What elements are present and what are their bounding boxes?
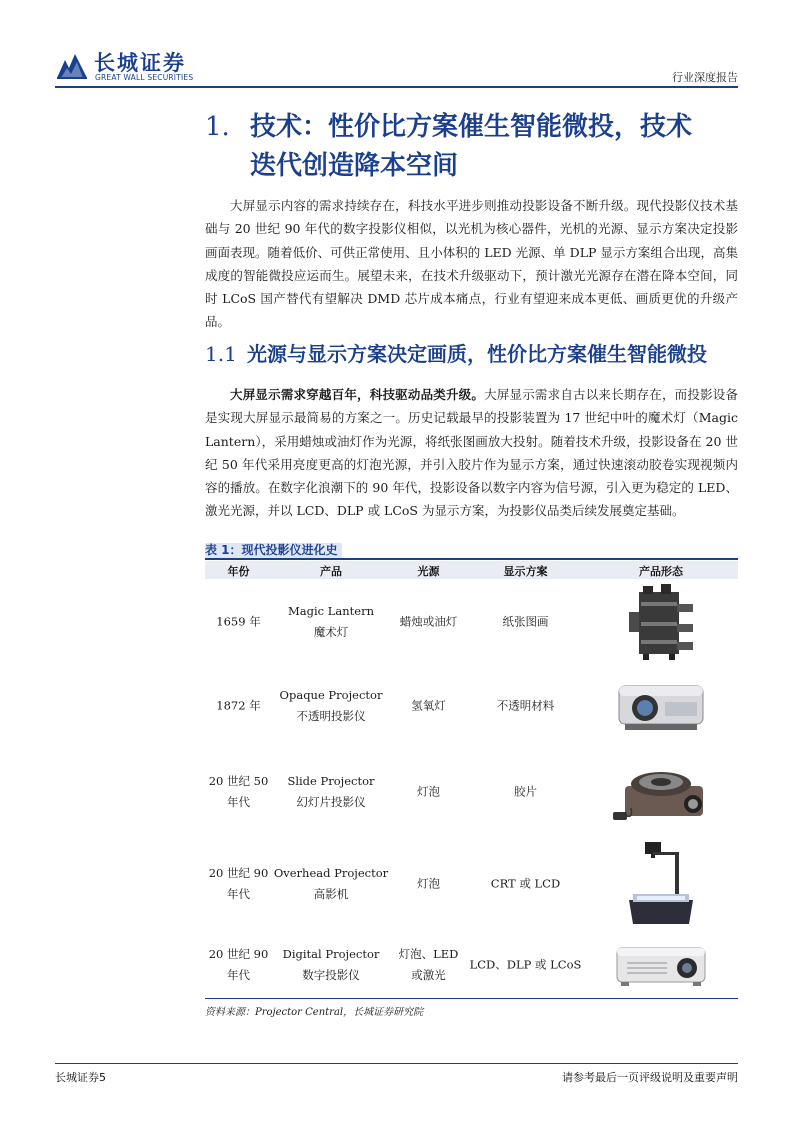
table-row xyxy=(205,932,738,998)
cell-light: 氢氧灯 xyxy=(411,698,446,713)
table-title: 表 1：现代投影仪进化史 xyxy=(205,541,738,560)
table-header-row xyxy=(205,561,738,579)
section-heading xyxy=(205,108,745,186)
subsection-title: 光源与显示方案决定画质，性价比方案催生智能微投 xyxy=(247,342,707,366)
cell-light: 灯泡、LED xyxy=(398,947,459,961)
footer-page-label: 长城证券5 xyxy=(55,1071,106,1084)
logo-subtext: GREAT WALL SECURITIES xyxy=(95,73,194,82)
cell-year: 20 世纪 90 xyxy=(208,866,269,880)
cell-product-cn: 高影机 xyxy=(313,887,349,901)
cell-product-en: Digital Projector xyxy=(282,947,380,961)
header-year: 年份 xyxy=(227,565,250,578)
header-divider xyxy=(55,86,738,88)
cell-year: 1872 年 xyxy=(216,698,261,713)
slide-projector-image xyxy=(611,756,711,828)
cell-product-en: Slide Projector xyxy=(287,774,375,788)
magic-lantern-image xyxy=(625,582,697,662)
table-bottom-rule xyxy=(205,998,738,999)
subsection-number: 1.1 xyxy=(205,342,237,366)
table-source: 资料来源：Projector Central，长城证券研究院 xyxy=(205,1007,424,1018)
cell-display: 纸张图画 xyxy=(502,614,549,629)
cell-display: 不透明材料 xyxy=(496,698,555,713)
cell-year: 20 世纪 90 xyxy=(208,947,269,961)
table-row xyxy=(205,580,738,664)
cell-light: 灯泡 xyxy=(417,784,440,799)
header-light-source: 光源 xyxy=(417,565,440,578)
section-title-line2: 迭代创造降本空间 xyxy=(250,151,459,181)
section-title-line1: 技术：性价比方案催生智能微投，技术 xyxy=(250,112,693,142)
opaque-projector-image xyxy=(615,678,707,734)
cell-product-cn: 魔术灯 xyxy=(313,625,349,639)
cell-year: 1659 年 xyxy=(216,614,261,629)
logo-text: 长城证券 xyxy=(94,51,186,75)
section-number: 1. xyxy=(205,112,230,142)
header-display: 显示方案 xyxy=(503,565,548,578)
cell-product-cn: 幻灯片投影仪 xyxy=(296,795,366,809)
table-row xyxy=(205,836,738,932)
cell-product-en: Opaque Projector xyxy=(279,688,383,702)
footer-disclaimer: 请参考最后一页评级说明及重要声明 xyxy=(562,1071,738,1084)
cell-year-line2: 年代 xyxy=(227,795,250,809)
table-row xyxy=(205,664,738,748)
cell-product-en: Overhead Projector xyxy=(273,866,389,880)
cell-display: CRT 或 LCD xyxy=(490,876,561,891)
subsection-heading xyxy=(205,338,707,367)
cell-product-en: Magic Lantern xyxy=(288,604,374,618)
footer-divider xyxy=(55,1063,738,1064)
cell-product-cn: 不透明投影仪 xyxy=(296,709,366,723)
overhead-projector-image xyxy=(623,838,699,930)
intro-paragraph: 大屏显示内容的需求持续存在，科技水平进步则推动投影设备不断升级。现代投影仪技术基础与 20 世纪 90 年代的数字投影仪相似，以光机为核心器件，光机的光源、显示方案决定投影画面表现。随着低价、可供正常使用、且小体积的 LED 光源、单 DLP 显示方案组合出现，高集成度的智能微投应运而生。展望未来，在技术升级驱动下，预计激光光源存在潜在降本空间，同时 LCoS 国产替代有望解决 DMD 芯片成本痛点，行业有望迎来成本更低、画质更优的升级产品。 xyxy=(205,198,738,330)
paragraph-text: 大屏显示需求自古以来长期存在，而投影设备是实现大屏显示最简易的方案之一。历史记载最早的投影装置为 17 世纪中叶的魔术灯（Magic Lantern），采用蜡烛或油灯作为光源，将纸张图画放大投射。随着技术升级，投影设备在 20 世纪 50 年代采用亮度更高的灯泡光源，并引入胶片作为显示方案，通过快速滚动胶卷实现视频内容的播放。在数字化浪潮下的 90 年代，投影设备以数字内容为信号源，引入更为稳定的 LED、激光光源，并以 LCD、DLP 或 LCoS 为显示方案，为投影仪品类后续发展奠定基础。 xyxy=(205,387,738,519)
header-form: 产品形态 xyxy=(639,565,683,578)
report-type-label: 行业深度报告 xyxy=(672,71,738,84)
cell-light-line2: 或激光 xyxy=(411,968,446,982)
cell-year-line2: 年代 xyxy=(227,887,250,901)
cell-product-cn: 数字投影仪 xyxy=(302,968,360,982)
cell-year: 20 世纪 50 xyxy=(208,774,269,788)
header-product: 产品 xyxy=(320,565,342,578)
cell-light: 蜡烛或油灯 xyxy=(399,614,458,629)
table-row xyxy=(205,748,738,836)
body-paragraph xyxy=(205,383,738,523)
cell-display: 胶片 xyxy=(514,784,537,799)
cell-year-line2: 年代 xyxy=(227,968,250,982)
digital-projector-image xyxy=(613,940,709,990)
cell-light: 灯泡 xyxy=(417,876,440,891)
paragraph-lead: 大屏显示需求穿越百年，科技驱动品类升级。 xyxy=(230,387,485,402)
logo-icon xyxy=(55,50,89,80)
cell-display: LCD、DLP 或 LCoS xyxy=(469,957,582,972)
